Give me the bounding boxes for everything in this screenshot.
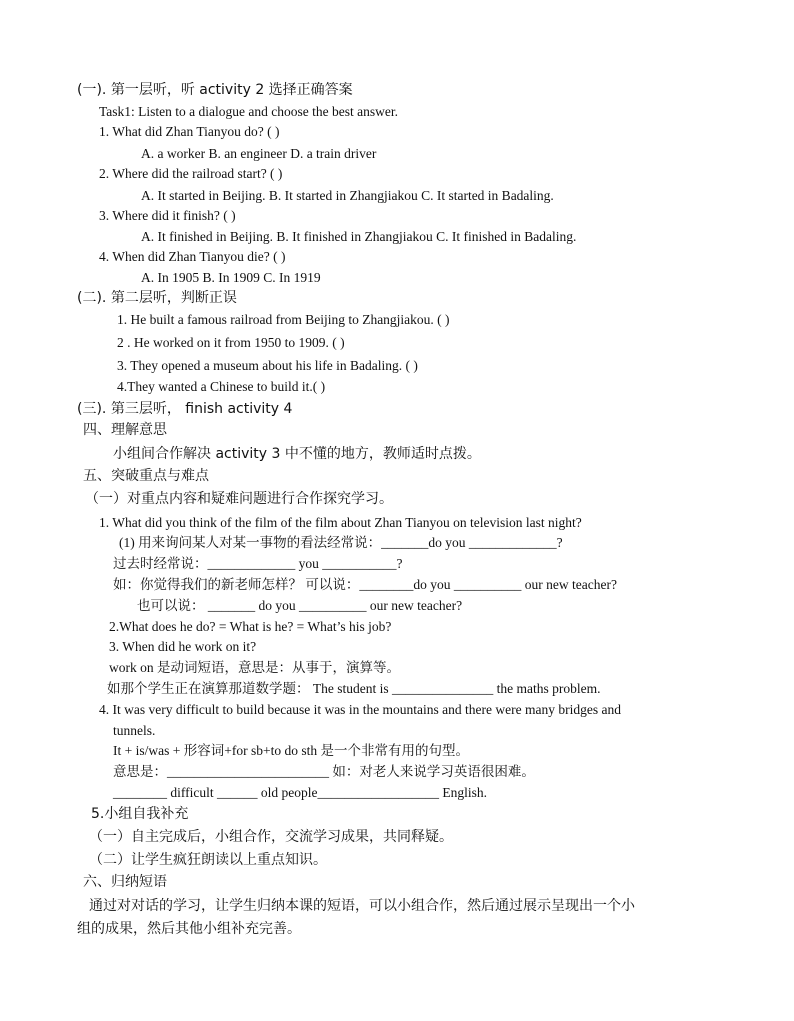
key-point-4-cont: tunnels. [113, 723, 156, 738]
section-5-sub-2: （二）让学生疯狂朗读以上重点知识。 [89, 852, 327, 868]
statement-3: 3. They opened a museum about his life in Badaling. ( ) [117, 358, 418, 373]
key-point-1-example: 如：你觉得我们的新老师怎样？ 可以说：________do you __________ our new teacher? [113, 577, 617, 592]
question-4-options: A. In 1905 B. In 1909 C. In 1919 [141, 270, 321, 285]
section-6-heading: 六、归纳短语 [83, 874, 167, 890]
key-point-3: 3. When did he work on it? [109, 639, 257, 654]
task-1-instruction: Task1: Listen to a dialogue and choose the best answer. [99, 104, 398, 119]
key-point-4: 4. It was very difficult to build because it was in the mountains and there were many bridges and [99, 702, 621, 717]
key-point-1-past: 过去时经常说：_____________ you ___________? [113, 556, 403, 571]
key-point-4-meaning: 意思是：________________________ 如：对老人来说学习英语很困难。 [113, 764, 535, 779]
section-1-heading: (一). 第一层听，听 activity 2 选择正确答案 [77, 82, 353, 98]
section-5-heading: 五、突破重点与难点 [83, 468, 209, 484]
statement-1: 1. He built a famous railroad from Beijing to Zhangjiakou. ( ) [117, 312, 450, 327]
section-5-sub-heading: 5.小组自我补充 [91, 806, 189, 822]
question-1-options: A. a worker B. an engineer D. a train driver [141, 146, 377, 161]
key-point-4-pattern: It + is/was + 形容词+for sb+to do sth 是一个非常有用的句型。 [113, 743, 469, 758]
section-4-heading: 四、理解意思 [83, 422, 167, 438]
question-2-options: A. It started in Beijing. B. It started in Zhangjiakou C. It started in Badaling. [141, 188, 554, 203]
question-3: 3. Where did it finish? ( ) [99, 208, 236, 223]
section-2-heading: (二). 第二层听，判断正误 [77, 290, 237, 306]
section-4-text: 小组间合作解决 activity 3 中不懂的地方，教师适时点拨。 [113, 446, 481, 462]
question-4: 4. When did Zhan Tianyou die? ( ) [99, 249, 286, 264]
key-point-3-note: work on 是动词短语，意思是：从事于，演算等。 [109, 660, 400, 675]
key-point-2: 2.What does he do? = What is he? = What’s his job? [109, 619, 392, 634]
question-1: 1. What did Zhan Tianyou do? ( ) [99, 124, 280, 139]
question-2: 2. Where did the railroad start? ( ) [99, 166, 283, 181]
section-3-heading: (三). 第三层听， finish activity 4 [77, 401, 293, 417]
key-point-1-alt: 也可以说： _______ do you __________ our new teacher? [137, 598, 463, 613]
key-point-1-usage: (1) 用来询问某人对某一事物的看法经常说：_______do you _____________? [119, 535, 563, 550]
key-point-1: 1. What did you think of the film of the film about Zhan Tianyou on television last night? [99, 515, 582, 530]
key-point-4-fill: ________ difficult ______ old people__________________ English. [113, 785, 487, 800]
statement-4: 4.They wanted a Chinese to build it.( ) [117, 379, 326, 394]
section-5-sub-1: （一）自主完成后，小组合作，交流学习成果，共同释疑。 [89, 829, 453, 845]
section-6-text-1: 通过对对话的学习，让学生归纳本课的短语，可以小组合作，然后通过展示呈现出一个小 [89, 898, 635, 914]
question-3-options: A. It finished in Beijing. B. It finished in Zhangjiakou C. It finished in Badaling. [141, 229, 577, 244]
statement-2: 2 . He worked on it from 1950 to 1909. ( ) [117, 335, 345, 350]
section-6-text-2: 组的成果，然后其他小组补充完善。 [77, 921, 301, 937]
key-point-3-example: 如那个学生正在演算那道数学题： The student is _______________ the maths problem. [107, 681, 601, 696]
subsection-1-heading: （一）对重点内容和疑难问题进行合作探究学习。 [85, 491, 393, 507]
